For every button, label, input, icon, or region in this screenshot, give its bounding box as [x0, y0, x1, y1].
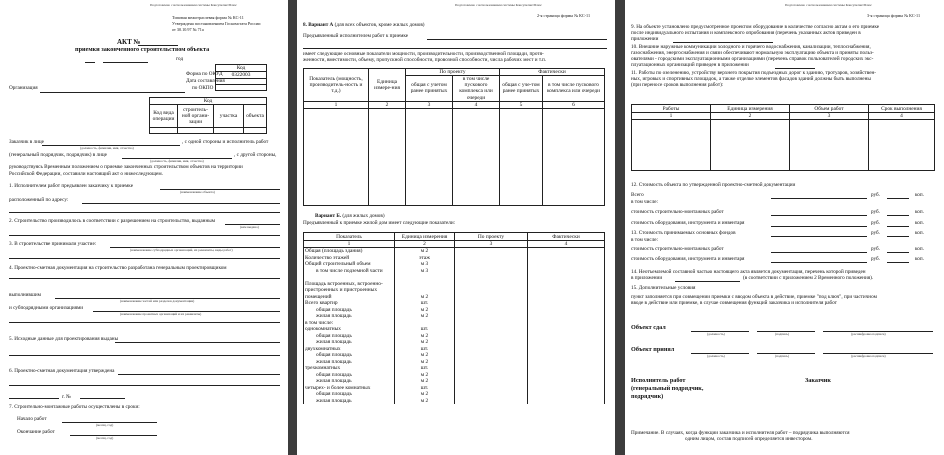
watermark: Подготовлено с использованием системы КонсультантПлюс [150, 3, 237, 7]
operation-code-table: Код Код вида операции строитель-ной органи-зации участка объекта [149, 97, 267, 134]
row-label: общая площадь [304, 333, 395, 340]
row-unit: м 2 [395, 372, 455, 379]
row-unit: м 2 [395, 339, 455, 346]
page-label: 2-я страница формы № КС-11 [537, 13, 591, 18]
row-label: Общая (площадь здания) [304, 248, 395, 255]
row-label: общая площадь [304, 307, 395, 314]
row-unit: м 2 [395, 398, 455, 405]
para-2: 2. Строительство производилось в соответствии с разрешением на строительство, выданным [9, 218, 216, 224]
row-label: четырех- и более комнатных [304, 385, 395, 392]
row-label: жилая площадь [304, 313, 395, 320]
row-label: жилая площадь [304, 398, 395, 405]
row-label: однокомнатных [304, 326, 395, 333]
row-unit: шт. [395, 300, 455, 307]
row-label: Количество этажей [304, 255, 395, 262]
accepted-label: Объект принял [631, 346, 675, 353]
okpo-label: по ОКПО [192, 85, 214, 91]
row-unit: м 2 [395, 307, 455, 314]
para-3: 3. В строительстве принимали участие: [9, 241, 97, 247]
row-label: в том числе: [304, 320, 395, 327]
row-unit: м 2 [395, 359, 455, 366]
row-label: общая площадь [304, 352, 395, 359]
works-table: Работы Единица измерения Объем работ Срок выполнения 1 2 3 4 [631, 104, 935, 171]
date-label: Дата составления [186, 78, 225, 84]
table-a: Показатель (мощность, производитель-ность и т.д.) Единица измере-ния По проекту Фактически общая с учетом ранее принятых в том числе пускового комплекса или очереди общая с уче-том ранее принятых в том числе пускового комплекса или очереди 1 2 3 4 5 6 [303, 68, 605, 206]
executor-label: Исполнитель работ [631, 377, 686, 384]
form-header-line: от 30.10.97 № 71а [172, 27, 204, 32]
handed-label: Объект сдал [631, 324, 666, 331]
act-title: АКТ № [117, 38, 141, 46]
row-unit: шт. [395, 326, 455, 333]
row-unit: шт. [395, 365, 455, 372]
code-header: Код [216, 65, 267, 72]
row-unit: м 2 [395, 378, 455, 385]
note: Примечание. В случаях, когда функции заказчика и исполнителя работ – подрядчика выполняются [631, 430, 850, 436]
form-page-3: Подготовлено с использованием системы КонсультантПлюс 3-я страница формы № КС-11 9. На объекте установлено предусмотренное проектом оборудование в количестве согласно актам о его приемке после индивидуального испытания и комплексного опробования (перечень указанных актов приведен в приложении 10. Внешние наружные коммуникации холодного и горячего водоснабжения, канализации, теплоснабжения, газоснабжения, энергоснабжения и связи обеспечивают нормальную эксплуатацию объекта и приняты польз- ователями - городскими эксплуатационными организациями (перечень справок пользователей городских экс- плуатационных организаций приведен в приложении 11. Работы по озеленению, устройству верхнего покрытия подъездных дорог к зданию, тротуаров, хозяйствен- ных, игровых и спортивных площадок, а также отделке элементов фасадов зданий должны быть выполнены (при переносе сроков выполнения работ): Работы Единица измерения Объем работ Срок выполнения 1 2 3 4 12. Стоимость объекта по утвержденной проектно-сметной документации Всего руб. коп. в том числе: стоимость строительно-монтажных работ руб. коп. стоимость оборудования, инструмента и инвентаря руб. коп. 13. Стоимость принимаемых основных фондов руб. коп. в том числе: стоимость строительно-монтажных работ руб. коп. стоимость оборудования, инструмента и инвентаря руб. коп. 14. Неотъемлемой составной частью настоящего акта является документация, перечень которой приведен в приложении (в соответствии с приложением 2 Временного положения). 15. Дополнительные условия пункт заполняется при совмещении приемки с вводом объекта в действие, приемке "под ключ", при частичном вводе в действие или приемке, в случае совмещения функций заказчика и исполнителя работ Объект сдал (должность) (подпись) (расшифровка подписи) Объект принял (должность) (подпись) (расшифровка подписи) Исполнитель работ (генеральный подрядчик, подрядчик) Заказчик Примечание. В случаях, когда функции заказчика и исполнителя работ – подрядчика выполняются одним лицом, состав подписей определяется инвестором. [625, 0, 944, 455]
row-label: жилая площадь [304, 359, 395, 366]
row-unit: м 3 [395, 268, 455, 275]
para-7: 7. Строительно-монтажные работы осуществлены в сроки: [9, 404, 140, 410]
form-header-line: Типовая межотраслевая форма № КС-11 [172, 15, 244, 20]
para-6: 6. Проектно-сметная документация утверждена [9, 368, 115, 374]
row-unit: шт. [395, 385, 455, 392]
row-label: Общий строительный объем [304, 261, 395, 268]
end-label: Окончание работ [17, 429, 55, 435]
okud-label: Форма по ОКУД [186, 71, 223, 77]
row-unit: м 3 [395, 261, 455, 268]
form-page-1: Подготовлено с использованием системы КонсультантПлюс Типовая межотраслевая форма № КС-11 Утверждена постановлением Госкомстата России от 30.10.97 № 71а АКТ № приемки законченного строительством объекта год Код 0322003 Форма по ОКУД Дата составления по ОКПО Организация Код Код вида операции строитель-ной органи-зации участка объекта Заказчик в лице (должность, фамилия, имя, отчество) , с одной стороны и исполнитель работ (генеральный подрядчик, подрядчик) в лице (должность, фамилия, имя, отчество) , с другой стороны, руководствуясь Временным положением о приемке законченных строительством объектов на территории Российской Федерации, составили настоящий акт о нижеследующем. 1. Исполнителем работ предъявлен заказчику к приемке (наименование объекта) расположенный по адресу: 2. Строительство производилось в соответствии с разрешением на строительство, выданным (кем выдано) 3. В строительстве принимали участие: (наименование субподрядных организаций, их реквизиты, виды работ) 4. Проектно-сметная документация на строительство разработана генеральным проектировщиком выполнившим (наименование частей или разделов документации) и субподрядными организациями (наименование проектных организаций и их реквизиты) 5. Исходные данные для проектирования выданы 6. Проектно-сметная документация утверждена г. № 7. Строительно-монтажные работы осуществлены в сроки: Начало работ (месяц, год) Окончание работ (месяц, год) [0, 0, 288, 455]
row-unit: этаж [395, 255, 455, 262]
year-label: год [176, 56, 184, 62]
variant-a-title: 8. Вариант А [303, 22, 334, 28]
watermark: Подготовлено с использованием системы КонсультантПлюс [455, 3, 542, 7]
form-page-2: Подготовлено с использованием системы КонсультантПлюс 2-я страница формы № КС-11 8. Вариант А (для всех объектов, кроме жилых домов) Предъявленный исполнителем работ к приемке имеет следующие основные показатели мощности, производительности, производственной площади, протя- женности, вместимости, объему, пропускной способности, провозной способности, числа рабочих мест и т.п. Показатель (мощность, производитель-ность и т.д.) Единица измере-ния По проекту Фактически общая с учетом ранее принятых в том числе пускового комплекса или очереди общая с уче-том ранее принятых в том числе пускового комплекса или очереди 1 2 3 4 5 6 Вариант Б. (для жилых домов) Предъявленный к приемке жилой дом имеет следующие показатели: Показатель Единица измерения По проекту Фактически 1 2 3 4 Общая (площадь здания) м 2 Количество этажей этаж Общий строительный объем м 3 в том числе подземной части м 3 Площадь встроенных, встроенно- пристроенных и пристроенных помещений м 2 Всего квартир шт. общая площадь м 2 жилая площадь м 2 в том числе: однокомнатных шт. общая площадь м 2 жилая площадь м 2 двухкомнатных шт. общая площадь м 2 жилая площадь м 2 трехкомнатных шт. общая площадь м 2 жилая площадь м 2 четырех- и более комнатных шт. общая площадь м 2 жилая площадь м 2 [297, 0, 615, 455]
table-row [304, 248, 605, 255]
start-label: Начало работ [17, 416, 47, 422]
row-label: трехкомнатных [304, 365, 395, 372]
form-header-line: Утверждена постановлением Госкомстата России [172, 21, 261, 26]
row-unit: м 2 [395, 333, 455, 340]
page-label: 3-я страница формы № КС-11 [867, 13, 921, 18]
row-unit: м 2 [395, 391, 455, 398]
row-label: в том числе подземной части [304, 268, 395, 275]
row-label: общая площадь [304, 391, 395, 398]
para-customer: Заказчик в лице [9, 139, 44, 145]
variant-b-title: Вариант Б. [315, 213, 342, 219]
row-label: Всего квартир [304, 300, 395, 307]
row-unit: м 2 [395, 248, 455, 255]
para-5: 5. Исходные данные для проектирования выданы [9, 336, 119, 342]
row-label: помещений [304, 294, 395, 301]
row-unit: м 2 [395, 352, 455, 359]
table-b: Показатель Единица измерения По проекту Фактически 1 2 3 4 Общая (площадь здания) м 2 Количество этажей этаж Общий строительный объем м 3 в том числе подземной части м 3 Площадь встроенных, встроенно- пристроенных и пристроенных помещений м 2 Всего квартир шт. общая площадь м 2 жилая площадь м 2 в том числе: однокомнатных шт. общая площадь м 2 жилая площадь м 2 двухкомнатных шт. общая площадь м 2 жилая площадь м 2 трехкомнатных шт. общая площадь м 2 жилая площадь м 2 четырех- и более комнатных шт. общая площадь м 2 жилая площадь м 2 [303, 232, 605, 404]
para-1: 1. Исполнителем работ предъявлен заказчику к приемке [9, 183, 134, 189]
row-unit: м 2 [395, 313, 455, 320]
row-label: двухкомнатных [304, 346, 395, 353]
row-unit: шт. [395, 346, 455, 353]
customer-label: Заказчик [805, 377, 831, 384]
row-label: пристроенных и пристроенных [304, 287, 395, 294]
row-label: общая площадь [304, 372, 395, 379]
row-label: жилая площадь [304, 378, 395, 385]
table-row [304, 398, 605, 405]
act-subtitle: приемки законченного строительством объекта [75, 46, 210, 53]
row-label: жилая площадь [304, 339, 395, 346]
org-label: Организация [9, 85, 38, 91]
para-4: 4. Проектно-сметная документация на строительство разработана генеральным проектировщиком [9, 265, 227, 271]
row-label: Площадь встроенных, встроенно- [304, 281, 395, 288]
row-unit: м 2 [395, 294, 455, 301]
okud-code: 0322003 [216, 72, 267, 79]
watermark: Подготовлено с использованием системы КонсультантПлюс [785, 3, 872, 7]
